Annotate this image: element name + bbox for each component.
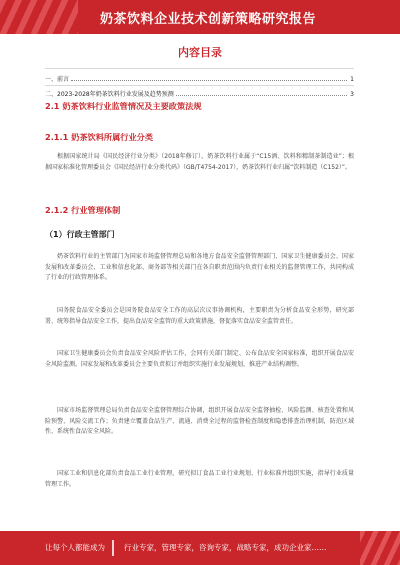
paragraph: 奶茶饮料行业的主管部门为国家市场监督管理总局和各地方食品安全监督管理部门，国家卫生健康委员会、国家发展和改革委员会、工业和信息化部、商务部等相关部门在各自职责范围内负责行业相关的监督管理工作，共同构成了行业的行政管理体系。: [45, 253, 354, 281]
toc-leader-dots: [176, 95, 347, 96]
footer-separator: [112, 540, 114, 556]
toc-entry[interactable]: [45, 86, 354, 98]
toc-leader-dots: [71, 80, 347, 81]
paragraph: 国家工业和信息化部负责食品工业行业管理，研究拟订食品工业行业规划、行业标准并组织实施，指导行业质量管理工作。: [45, 470, 354, 488]
toc-entry-label: 一、前言: [45, 76, 70, 83]
toc-title: 内容目录: [178, 46, 222, 59]
paragraph: 国务院食品安全委员会是国务院食品安全工作的高层次议事协调机构，主要职责为分析食品安全形势，研究部署、统筹指导食品安全工作，提出食品安全监管的重大政策措施，督促落实食品安全监管责任。: [45, 307, 354, 325]
toc-entry[interactable]: [45, 71, 354, 83]
section-heading: 2.1 奶茶饮料行业监管情况及主要政策法规: [45, 101, 202, 111]
subsection-heading: 2.1.2 行业管理体制: [45, 205, 121, 215]
footer-slogan: 让每个人都能成为: [45, 543, 105, 552]
paragraph: 国家卫生健康委员会负责食品安全风险评估工作，会同有关部门制定、公布食品安全国家标准，组织开展食品安全风险监测。国家发展和改革委员会主要负责拟订并组织实施行业发展规划，推进产业结构调整。: [45, 350, 354, 368]
paragraph: 国家市场监督管理总局负责食品安全监督管理综合协调，组织开展食品安全监督抽检、风险监测、核查处置和风险预警、风险交流工作；负责建立覆盖食品生产、流通、消费全过程的监督检查制度和隐患排查治理机制，防范区域性、系统性食品安全风险。: [45, 407, 354, 435]
toc-entry-page: 1: [350, 76, 354, 83]
subsection-heading: 2.1.1 奶茶饮料所属行业分类: [45, 132, 154, 142]
sub-subsection-heading: （1）行政主管部门: [45, 230, 115, 239]
page-footer: [0, 531, 400, 565]
toc-divider: [45, 68, 354, 69]
toc-entry-page: 3: [350, 91, 354, 98]
toc-entry-label: 二、2023-2028年奶茶饮料行业发展及趋势预测: [45, 91, 174, 98]
footer-tagline: 行业专家，管理专家，咨询专家，战略专家，成功企业家……: [124, 543, 327, 552]
page-header: [0, 0, 400, 34]
footer-decoration: [360, 531, 400, 565]
paragraph: 根据国家统计局《国民经济行业分类》（2018年修订），奶茶饮料行业属于“C15酒、饮料和精制茶制造业”；根据国家标准化管理委员会《国民经济行业分类代码》（GB/T4754-2017），奶茶饮料行业归属“饮料制造（C152）”。: [45, 153, 354, 171]
header-decoration: [0, 0, 78, 34]
report-title: 奶茶饮料企业技术创新策略研究报告: [100, 12, 317, 27]
